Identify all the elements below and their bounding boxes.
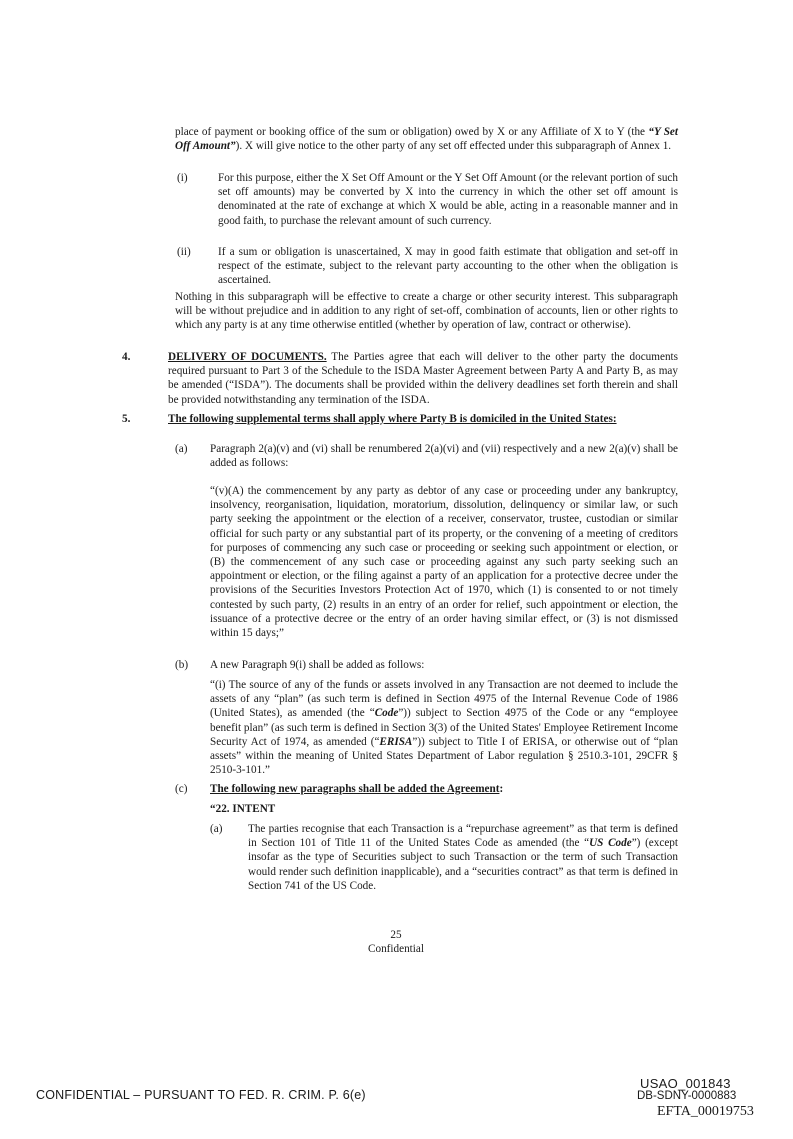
item-c-colon: : [499, 783, 504, 795]
item-b-label: (b) [175, 659, 189, 671]
item-a-label: (a) [175, 443, 188, 455]
item-ii-label: (ii) [177, 246, 191, 258]
erisa-term: ERISA [379, 735, 413, 748]
item-a-text: Paragraph 2(a)(v) and (vi) shall be renumbered 2(a)(vi) and (vii) respectively and a new 2(a)(v) shall be added as follows: [210, 443, 678, 470]
item-i-label: (i) [177, 172, 188, 184]
intent-a-text [248, 822, 678, 893]
item-b-quote-part1: “(i) The source of any of the funds or assets involved in any Transaction are not deemed to include the assets of any “plan” (as such term is defined in Section 4975 of the Internal Revenue Code of 1986 (United States), as amended (the “ [210, 679, 678, 720]
section-4-text: The Parties agree that each will deliver to the other party the documents required pursuant to Part 3 of the Schedule to the ISDA Master Agreement between Party A and Party B, as may be amended (“ISDA”). The documents shall be provided within the delivery deadlines set forth therein and shall be provided notwithstanding any termination of the ISDA. [168, 351, 679, 406]
y-set-off-amount-term: “Y Set Off Amount” [175, 126, 678, 153]
intro-text-end: ). X will give notice to the other party of any set off effected under this subparagraph of Annex 1. [235, 140, 672, 153]
intro-paragraph [175, 125, 678, 153]
section-4-number: 4. [122, 351, 131, 363]
usao-bates-stamp: USAO_001843 [640, 1076, 731, 1091]
item-b-text: A new Paragraph 9(i) shall be added as follows: [210, 659, 425, 671]
nothing-paragraph: Nothing in this subparagraph will be effective to create a charge or other security interest. This subparagraph will be without prejudice and in addition to any right of set-off, combination of accounts, lien or other rights to which any party is at any time otherwise entitled (whether by operation of law, contract or otherwise). [175, 291, 678, 332]
page-number: 25 [390, 929, 402, 941]
item-b-quote-part2: ”)) subject to Section 4975 of the Code or any “employee benefit plan” (as such term is defined in Section 3(3) of the United States' Employee Retirement Income Security Act of 1974, as amended (“ [210, 707, 678, 748]
intent-heading: “22. INTENT [210, 803, 276, 815]
db-sdny-bates-stamp: DB-SDNY-0000883 [637, 1090, 737, 1102]
code-term: Code [374, 707, 399, 720]
item-b-quote [210, 678, 678, 777]
item-c-heading-line [210, 782, 678, 796]
section-5-heading: The following supplemental terms shall apply where Party B is domiciled in the United States: [168, 413, 617, 425]
efta-bates-stamp: EFTA_00019753 [657, 1104, 754, 1119]
intent-a-part1: The parties recognise that each Transaction is a “repurchase agreement” as that term is defined in Section 101 of Title 11 of the United States Code as amended (the “ [248, 823, 678, 850]
section-4-paragraph [168, 350, 678, 407]
us-code-term: US Code [589, 837, 632, 850]
section-4-heading: DELIVERY OF DOCUMENTS. [168, 351, 327, 363]
item-c-heading: The following new paragraphs shall be added the Agreement [210, 783, 500, 795]
intro-text-start: place of payment or booking office of the sum or obligation) owed by X or any Affiliate of X to Y (the [175, 126, 649, 138]
item-i-text: For this purpose, either the X Set Off Amount or the Y Set Off Amount (or the relevant portion of such set off amounts) may be converted by X into the currency in which the other set off amount is denominated at the rate of exchange at which X would be able, acting in a reasonable manner and in good faith, to purchase the relevant amount of such currency. [218, 172, 678, 227]
item-ii-text: If a sum or obligation is unascertained, X may in good faith estimate that obligation and set-off in respect of the estimate, subject to the relevant party accounting to the other when the obligation is ascertained. [218, 246, 678, 287]
grand-jury-notice: CONFIDENTIAL – PURSUANT TO FED. R. CRIM. P. 6(e) [36, 1088, 366, 1102]
intent-a-label: (a) [210, 823, 223, 835]
item-c-label: (c) [175, 783, 188, 795]
section-5-number: 5. [122, 413, 131, 425]
confidential-label: Confidential [368, 943, 424, 955]
item-a-quote: “(v)(A) the commencement by any party as debtor of any case or proceeding under any bankruptcy, insolvency, reorganisation, liquidation, moratorium, dissolution, delinquency or similar law, or such party seeking the appointment or the election of a receiver, conservator, trustee, custodian or similar official for such party or any substantial part of its property, or the convening of a meeting of creditors for purposes of commencing any such case or proceeding or seeking such appointment or election, or (B) the commencement of any such case or proceeding against any such party seeking such an appointment or election, or the filing against a party of an application for a protective decree under the provisions of the Securities Investors Protection Act of 1970, which (1) is consented to or not timely contested by such party, (2) results in an entry of an order for relief, such appointment or election, the issuance of a protective decree or the entry of an order having similar effect, or (3) is not dismissed within 15 days;” [210, 485, 678, 640]
item-b-quote-part3: ”)) subject to Title I of ERISA, or otherwise out of “plan assets” within the meaning of United States Department of Labor regulation § 2510.3-101, 29CFR § 2510-3-101.” [210, 735, 679, 777]
intent-a-part2: ”) (except insofar as the type of Securities subject to such Transaction or the term of such Transaction would render such definition inapplicable), and a “securities contract” as that term is defined in Section 741 of the US Code. [248, 837, 678, 892]
section-5-heading-line [168, 412, 688, 426]
